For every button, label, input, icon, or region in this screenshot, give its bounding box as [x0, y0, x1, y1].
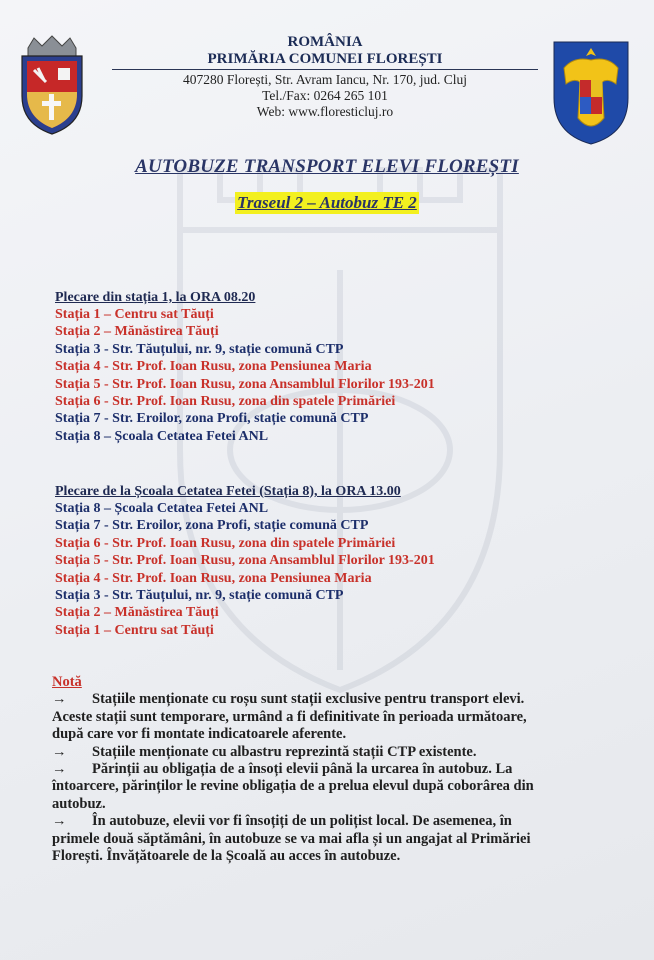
arrow-icon: → — [52, 813, 67, 830]
country-name: ROMÂNIA — [287, 34, 363, 50]
route-subtitle-wrap — [0, 192, 654, 214]
address-line: 407280 Florești, Str. Avram Iancu, Nr. 170, jud. Cluj — [183, 72, 467, 87]
note-line: În autobuze, elevii vor fi însoțiți de un polițist local. De asemenea, în — [92, 813, 512, 830]
stop-item: Stația 8 – Școala Cetatea Fetei ANL — [55, 428, 269, 444]
arrow-icon: → — [52, 743, 67, 760]
note-line: întoarcere, părinților le revine obligația de a prelua elevul după coborârea din — [52, 778, 534, 795]
stop-item: Stația 1 – Centru sat Tăuți — [55, 622, 214, 638]
afternoon-route-heading: Plecare de la Școala Cetatea Fetei (Stația 8), la ORA 13.00 — [55, 484, 401, 499]
morning-route-heading: Plecare din stația 1, la ORA 08.20 — [55, 290, 256, 305]
stop-item: Stația 2 – Mănăstirea Tăuți — [55, 605, 219, 621]
document-title: AUTOBUZE TRANSPORT ELEVI FLOREȘTI — [135, 156, 519, 177]
arrow-icon: → — [52, 761, 67, 778]
stop-item: Stația 5 - Str. Prof. Ioan Rusu, zona Ansamblul Florilor 193-201 — [55, 376, 435, 392]
note-paragraph — [52, 813, 612, 830]
floresti-coat-of-arms — [18, 34, 86, 136]
note-line: Stațiile menționate cu roșu sunt stații exclusive pentru transport elevi. — [92, 691, 525, 708]
stop-item: Stația 2 – Mănăstirea Tăuți — [55, 324, 219, 340]
arrow-icon: → — [52, 691, 67, 708]
romania-coat-of-arms — [550, 38, 632, 146]
note-paragraph — [52, 691, 612, 708]
note-line: autobuz. — [52, 795, 106, 812]
stop-item: Stația 6 - Str. Prof. Ioan Rusu, zona din spatele Primăriei — [55, 535, 396, 551]
note-line: Părinții au obligația de a însoți elevii până la urcarea în autobuz. La — [92, 761, 513, 778]
letterhead — [100, 34, 550, 120]
stop-item: Stația 7 - Str. Eroilor, zona Profi, stație comună CTP — [55, 518, 369, 534]
header-divider — [112, 69, 538, 70]
stop-item: Stația 4 - Str. Prof. Ioan Rusu, zona Pensiunea Maria — [55, 359, 372, 375]
stop-item: Stația 1 – Centru sat Tăuți — [55, 307, 214, 322]
note-line: primele două săptămâni, în autobuze se va mai afla și un angajat al Primăriei — [52, 830, 531, 847]
notes-section — [52, 674, 612, 865]
note-paragraph — [52, 761, 612, 778]
stop-item: Stația 6 - Str. Prof. Ioan Rusu, zona din spatele Primăriei — [55, 394, 396, 410]
institution-name: PRIMĂRIA COMUNEI FLOREȘTI — [207, 51, 443, 67]
phone-line: Tel./Fax: 0264 265 101 — [262, 88, 388, 103]
note-heading: Notă — [52, 674, 82, 690]
morning-route — [55, 289, 615, 445]
note-line: Aceste stații sunt temporare, urmând a fi definitivate în perioada următoare, — [52, 708, 527, 725]
afternoon-route — [55, 483, 615, 639]
stop-item: Stația 8 – Școala Cetatea Fetei ANL — [55, 501, 269, 516]
note-line: după care vor fi montate indicatoarele aferente. — [52, 726, 347, 743]
note-paragraph — [52, 744, 612, 761]
stop-item: Stația 3 - Str. Tăuțului, nr. 9, stație comună CTP — [55, 341, 344, 357]
stop-item: Stația 7 - Str. Eroilor, zona Profi, stație comună CTP — [55, 411, 369, 427]
stop-item: Stația 4 - Str. Prof. Ioan Rusu, zona Pensiunea Maria — [55, 570, 372, 586]
note-line: Stațiile menționate cu albastru reprezintă stații CTP existente. — [92, 743, 477, 760]
stop-item: Stația 3 - Str. Tăuțului, nr. 9, stație comună CTP — [55, 588, 344, 604]
note-line: Florești. Învățătoarele de la Școală au acces în autobuze. — [52, 848, 401, 865]
stop-item: Stația 5 - Str. Prof. Ioan Rusu, zona Ansamblul Florilor 193-201 — [55, 553, 435, 569]
route-subtitle: Traseul 2 – Autobuz TE 2 — [237, 193, 417, 212]
website-line: Web: www.floresticluj.ro — [256, 104, 394, 119]
